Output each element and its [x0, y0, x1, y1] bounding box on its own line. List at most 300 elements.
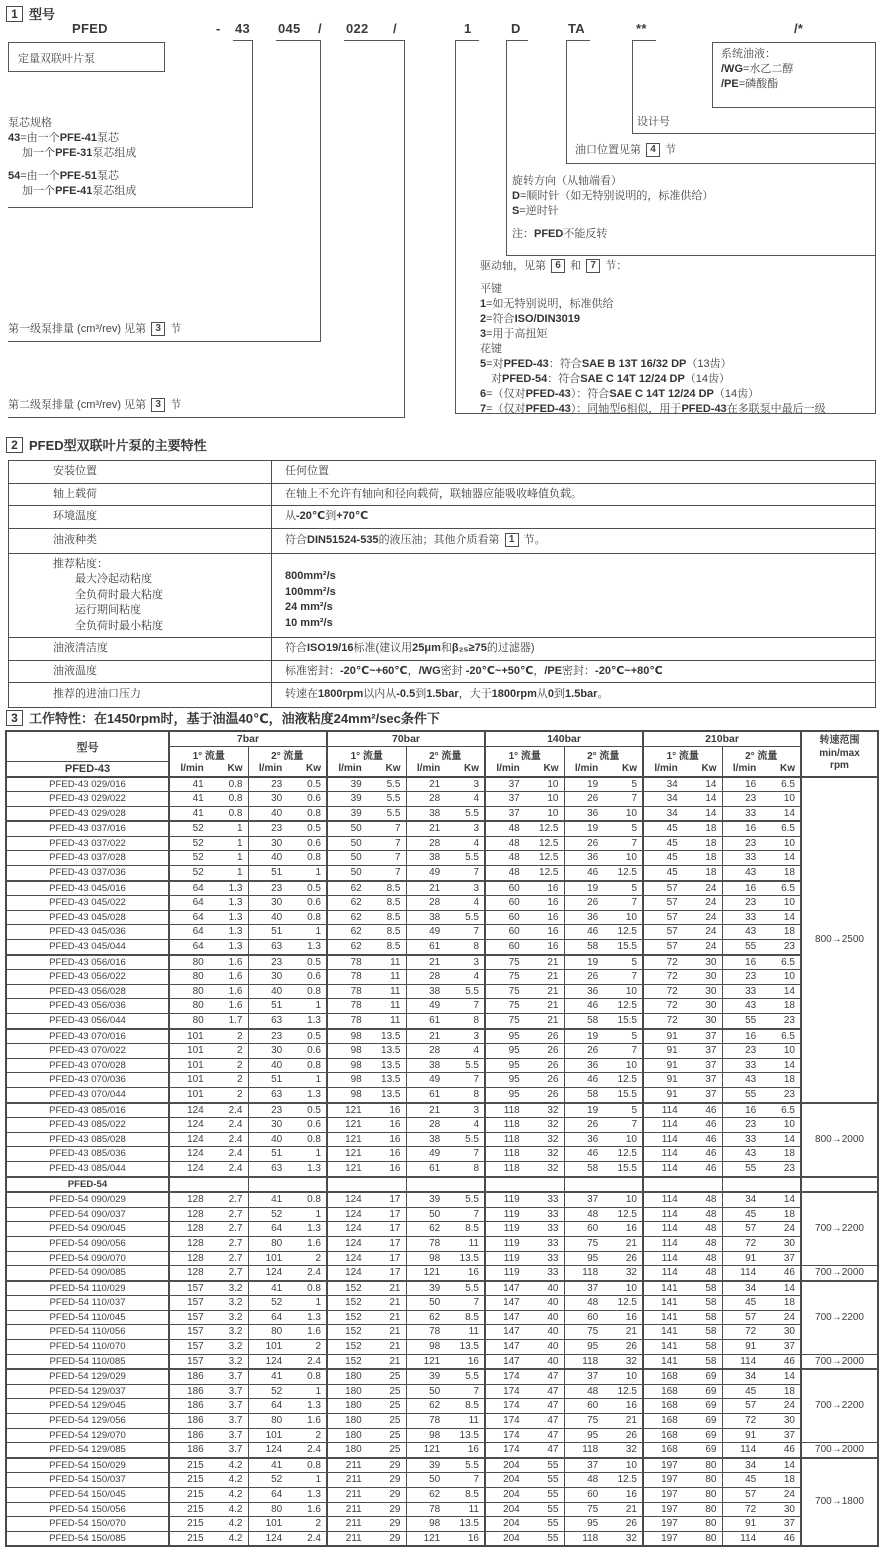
flow-power-cell [564, 866, 643, 881]
flow-power-cell [722, 1369, 801, 1384]
power-value: 1 [315, 1474, 321, 1486]
flow-power-cell [722, 984, 801, 999]
flow-value: 23 [745, 793, 757, 805]
flow-value: 91 [745, 1518, 757, 1530]
power-value: 1.7 [228, 1015, 243, 1026]
power-value: 11 [390, 956, 401, 968]
flow-value: 26 [587, 897, 599, 909]
flow-value: 152 [345, 1341, 362, 1353]
code-part-series: PFED [72, 21, 108, 36]
power-value: 18 [705, 823, 717, 835]
power-value: 17 [389, 1237, 401, 1249]
power-value: 24 [783, 1223, 795, 1235]
power-value: 5 [631, 823, 637, 835]
power-value: 37 [705, 1030, 717, 1042]
power-value: 5 [631, 956, 637, 968]
flow-value: 49 [429, 867, 441, 879]
text-line: 对PFED-54：符合SAE C 14T 12/24 DP（14齿） [480, 373, 731, 385]
flow-value: 180 [345, 1415, 362, 1427]
unit-power: Kw [780, 763, 795, 774]
section-ref-box: 3 [151, 322, 165, 336]
flow-power-cell [406, 1087, 485, 1102]
flow-power-cell [327, 1281, 406, 1296]
power-value: 7 [631, 1119, 637, 1131]
power-value: 1.3 [307, 1223, 321, 1235]
flow-power-cell [485, 1266, 564, 1281]
flow-power-cell [169, 806, 248, 821]
power-value: 0.5 [307, 1104, 321, 1116]
power-value: 17 [389, 1208, 401, 1220]
model-cell: PFED-54 129/037 [6, 1384, 169, 1399]
flow-power-cell [722, 881, 801, 896]
flow-value: 80 [271, 1237, 283, 1249]
power-value: 32 [547, 1162, 559, 1174]
flow-power-cell [722, 1058, 801, 1073]
flow-value: 64 [271, 1223, 283, 1235]
flow-value: 114 [661, 1104, 678, 1116]
flow-power-cell [327, 1192, 406, 1207]
flow-power-cell [327, 1414, 406, 1429]
flow-value: 26 [587, 1045, 599, 1057]
flow-value: 52 [192, 867, 204, 879]
flow-power-cell [406, 1443, 485, 1458]
power-value: 0.8 [307, 1371, 321, 1383]
power-value: 5 [631, 778, 637, 790]
power-value: 16 [625, 1489, 637, 1500]
flow-value: 121 [423, 1355, 441, 1367]
power-value: 13.5 [381, 1059, 401, 1071]
flow-power-cell [722, 970, 801, 985]
flow-power-cell [248, 1161, 327, 1176]
performance-data-row [6, 1058, 878, 1073]
flow-power-cell [327, 1325, 406, 1340]
power-value: 16 [547, 911, 559, 923]
power-value: 3.7 [228, 1385, 243, 1397]
flow-value: 40 [271, 807, 283, 819]
code-part-size: 43 [235, 21, 251, 36]
power-value: 0.8 [307, 1282, 321, 1294]
flow-power-cell [643, 851, 722, 866]
code-part-ports: TA [568, 21, 585, 36]
power-value: 14 [783, 1194, 795, 1206]
flow-power-cell [169, 970, 248, 985]
flow-power-cell [485, 940, 564, 955]
flow-power-cell [643, 1087, 722, 1102]
flow-value: 55 [745, 941, 757, 953]
flow-value: 80 [192, 1015, 204, 1026]
flow-value: 95 [508, 1088, 520, 1100]
flow-power-cell [406, 1207, 485, 1222]
power-value: 48 [705, 1194, 717, 1206]
flow-value: 52 [271, 1208, 283, 1220]
power-value: 33 [547, 1237, 559, 1249]
power-value: 47 [547, 1385, 559, 1397]
code-part-disp1: 045 [278, 21, 301, 36]
power-value: 2.7 [228, 1194, 243, 1206]
flow-value: 114 [661, 1208, 678, 1220]
power-value: 12.5 [617, 1148, 637, 1160]
flow-power-cell [485, 806, 564, 821]
performance-data-row [6, 1147, 878, 1162]
flow-power-cell [248, 806, 327, 821]
flow-power-cell [169, 1147, 248, 1162]
flow-value: 180 [345, 1371, 362, 1383]
flow-power-cell [327, 1147, 406, 1162]
code-part-dash: - [216, 21, 221, 36]
power-value: 37 [783, 1252, 795, 1264]
flow-value: 58 [587, 941, 599, 953]
flow-value: 45 [745, 1385, 757, 1397]
power-value: 11 [390, 1015, 401, 1026]
power-value: 14 [783, 911, 795, 923]
flow-value: 63 [271, 1162, 283, 1174]
text-line: 54=由一个PFE-51泵芯 [8, 170, 119, 182]
characteristic-row [9, 638, 876, 661]
flow-power-cell [406, 806, 485, 821]
power-value: 7 [631, 837, 637, 849]
stage2-displacement-note: 第二级泵排量 (cm³/rev) 见第 3 节 [8, 399, 182, 411]
flow-value: 72 [666, 1000, 678, 1012]
flow-power-cell [406, 1073, 485, 1088]
flow-value: 157 [187, 1326, 204, 1338]
power-value: 29 [389, 1532, 401, 1544]
flow-power-cell [169, 1399, 248, 1414]
flow-power-cell [248, 1281, 327, 1296]
flow-power-cell [327, 777, 406, 792]
flow-power-cell [564, 1310, 643, 1325]
power-value: 1 [315, 1297, 321, 1309]
flow-value: 186 [187, 1371, 204, 1383]
flow-power-cell [248, 1132, 327, 1147]
flow-value: 64 [192, 897, 204, 909]
flow-value: 80 [271, 1503, 283, 1515]
flow-value: 101 [265, 1518, 283, 1530]
power-value: 0.8 [307, 807, 321, 819]
power-value: 33 [547, 1252, 559, 1264]
performance-data-row [6, 970, 878, 985]
flow-power-cell [327, 806, 406, 821]
flow-value: 45 [745, 1474, 757, 1486]
flow-power-cell [722, 940, 801, 955]
units-header [406, 762, 485, 777]
flow-value: 75 [587, 1237, 599, 1249]
flow-value: 80 [271, 1415, 283, 1427]
flow-power-cell [327, 1266, 406, 1281]
flow-power-cell [169, 1044, 248, 1059]
model-cell: PFED-54 150/045 [6, 1488, 169, 1503]
flow-value: 60 [508, 882, 520, 894]
flow-power-cell [722, 1236, 801, 1251]
flow-value: 36 [587, 1133, 599, 1145]
power-value: 58 [705, 1355, 717, 1367]
flow-power-cell [327, 1399, 406, 1414]
flow-power-cell [564, 1222, 643, 1237]
flow-power-cell [169, 1073, 248, 1088]
power-value: 1.6 [307, 1326, 321, 1338]
flow-value: 141 [661, 1311, 678, 1323]
section-characteristics [0, 431, 880, 703]
flow-power-cell [406, 1161, 485, 1176]
power-value: 10 [547, 778, 559, 790]
flow-power-cell [485, 1502, 564, 1517]
characteristic-row [9, 483, 876, 506]
power-value: 13.5 [381, 1045, 401, 1057]
flow-power-cell [564, 1147, 643, 1162]
power-value: 80 [705, 1459, 717, 1471]
flow-value: 38 [429, 1133, 441, 1145]
flow-power-cell [327, 1132, 406, 1147]
power-value: 2 [236, 1030, 243, 1042]
flow-power-cell [722, 821, 801, 836]
flow-power-cell [564, 881, 643, 896]
characteristic-label [9, 638, 272, 661]
flow-value: 39 [350, 793, 362, 805]
flow-value: 40 [271, 1133, 283, 1145]
flow-value: 51 [271, 926, 283, 938]
model-cell: PFED-54 110/037 [6, 1296, 169, 1311]
performance-table-head [6, 731, 878, 777]
flow-power-cell [564, 1132, 643, 1147]
power-value: 1.6 [228, 1000, 243, 1012]
power-value: 48 [705, 1223, 717, 1235]
flow-power-cell [248, 1073, 327, 1088]
power-value: 14 [705, 778, 717, 790]
flow-value: 57 [666, 911, 678, 923]
text-line [8, 161, 136, 169]
flow-power-cell [327, 999, 406, 1014]
power-value: 2.4 [307, 1532, 321, 1544]
flow-value: 174 [503, 1400, 520, 1412]
flow-value: 41 [192, 807, 204, 819]
performance-data-row [6, 1296, 878, 1311]
connector-line [632, 40, 633, 133]
flow-value: 101 [187, 1045, 204, 1057]
flow-power-cell [643, 999, 722, 1014]
power-value: 69 [705, 1415, 717, 1427]
flow-value: 197 [661, 1503, 678, 1515]
flow-value: 19 [587, 1030, 599, 1042]
unit-power: Kw [464, 763, 479, 774]
flow-power-cell [722, 1087, 801, 1102]
flow-value: 147 [503, 1355, 520, 1367]
flow-value: 26 [587, 837, 599, 849]
section3-header [6, 708, 880, 727]
flow-value: 197 [661, 1532, 678, 1544]
flow-value: 45 [666, 837, 678, 849]
power-value: 13.5 [459, 1518, 479, 1530]
flow-value: 141 [661, 1326, 678, 1338]
characteristic-label [9, 528, 272, 553]
connector-line [252, 40, 253, 207]
flow-power-cell [485, 1044, 564, 1059]
power-value: 2 [236, 1059, 243, 1071]
flow-power-cell [248, 777, 327, 792]
flow-power-cell [169, 1340, 248, 1355]
flow-power-cell [722, 1428, 801, 1443]
characteristic-label [9, 506, 272, 529]
flow-value: 80 [192, 956, 204, 968]
section-ref-box: 4 [646, 143, 660, 157]
flow-power-cell [564, 1531, 643, 1546]
power-value: 30 [783, 1326, 795, 1338]
power-value: 0.6 [307, 1119, 321, 1131]
power-value: 24 [783, 1489, 795, 1500]
flow-value: 121 [345, 1148, 362, 1160]
flow-value: 30 [271, 837, 283, 849]
flow-power-cell [327, 1207, 406, 1222]
power-value: 24 [705, 941, 717, 953]
flow-power-cell [643, 1517, 722, 1532]
power-value: 1 [236, 837, 243, 849]
flow-power-cell [722, 1488, 801, 1503]
connector-line [455, 40, 456, 413]
code-part-rotation: D [511, 21, 521, 36]
model-cell: PFED-54 090/056 [6, 1236, 169, 1251]
power-value: 0.8 [307, 1059, 321, 1071]
model-cell: PFED-54 129/056 [6, 1414, 169, 1429]
characteristic-value [272, 461, 876, 484]
flow-value: 34 [745, 1194, 757, 1206]
text-line: 100mm²/s [285, 585, 336, 598]
model-cell: PFED-43 037/028 [6, 851, 169, 866]
flow-power-cell [722, 851, 801, 866]
power-value: 24 [705, 897, 717, 909]
power-value: 1.6 [228, 985, 243, 997]
flow-power-cell [248, 1251, 327, 1266]
flow-value: 95 [587, 1429, 599, 1441]
flow-value: 48 [508, 852, 520, 864]
flow-value: 157 [187, 1341, 204, 1353]
flow-power-cell [248, 1340, 327, 1355]
power-value: 32 [625, 1355, 637, 1367]
flow-value: 78 [350, 956, 362, 968]
flow-power-cell [643, 1029, 722, 1044]
flow-value: 91 [745, 1341, 757, 1353]
flow-value: 114 [661, 1223, 678, 1235]
power-value: 40 [547, 1297, 559, 1309]
flow-power-cell [169, 955, 248, 970]
flow-value: 128 [187, 1237, 204, 1249]
power-value: 37 [705, 1045, 717, 1057]
power-value: 8.5 [386, 941, 401, 953]
flow-stage-header: 2° 流量 [722, 746, 801, 762]
flow-value: 91 [666, 1030, 678, 1042]
flow-power-cell [485, 1414, 564, 1429]
power-value: 21 [547, 1015, 559, 1026]
power-value: 12.5 [539, 823, 559, 835]
power-value: 3.7 [228, 1444, 243, 1456]
flow-power-cell [406, 1517, 485, 1532]
flow-power-cell [643, 940, 722, 955]
text-line: 推荐粘度： [53, 557, 108, 570]
speed-range-cell: 700→2200 [801, 1281, 878, 1354]
units-header [722, 762, 801, 777]
flow-value: 121 [345, 1119, 362, 1131]
flow-value: 75 [587, 1415, 599, 1427]
flow-power-cell [643, 1073, 722, 1088]
flow-value: 157 [187, 1311, 204, 1323]
flow-value: 72 [666, 956, 678, 968]
power-value: 1.3 [307, 1311, 321, 1323]
flow-value: 95 [508, 1059, 520, 1071]
flow-value: 211 [345, 1459, 362, 1471]
flow-value: 34 [666, 793, 678, 805]
unit-flow: l/min [732, 763, 757, 774]
flow-power-cell [722, 1296, 801, 1311]
flow-power-cell [643, 1103, 722, 1118]
performance-table [5, 730, 879, 1547]
power-value: 7 [473, 1000, 479, 1012]
performance-data-row [6, 925, 878, 940]
flow-power-cell [327, 896, 406, 911]
power-value: 1.3 [307, 1489, 321, 1500]
flow-power-cell [564, 1325, 643, 1340]
model-cell: PFED-54 090/029 [6, 1192, 169, 1207]
power-value: 46 [783, 1267, 795, 1279]
flow-value: 114 [661, 1148, 678, 1160]
flow-power-cell [327, 940, 406, 955]
flow-value: 75 [508, 985, 520, 997]
flow-power-cell [643, 1340, 722, 1355]
power-value: 6.5 [781, 1030, 795, 1042]
power-value: 69 [705, 1400, 717, 1412]
power-value: 0.8 [307, 852, 321, 864]
flow-power-cell [169, 1251, 248, 1266]
flow-value: 39 [350, 778, 362, 790]
flow-power-cell [643, 1281, 722, 1296]
flow-value: 48 [508, 867, 520, 879]
power-value: 21 [625, 1503, 637, 1515]
flow-value: 34 [666, 778, 678, 790]
flow-power-cell [722, 955, 801, 970]
flow-power-cell [564, 806, 643, 821]
flow-power-cell [406, 881, 485, 896]
flow-value: 55 [745, 1015, 757, 1026]
flow-power-cell [643, 1192, 722, 1207]
power-value: 10 [547, 807, 559, 819]
flow-value: 91 [666, 1045, 678, 1057]
flow-value: 80 [192, 971, 204, 983]
power-value: 3.2 [228, 1355, 243, 1367]
power-value: 12.5 [617, 1208, 637, 1220]
flow-power-cell [643, 1296, 722, 1311]
flow-value: 46 [587, 1000, 599, 1012]
power-value: 18 [783, 1297, 795, 1309]
flow-power-cell [564, 1502, 643, 1517]
flow-value: 72 [745, 1237, 757, 1249]
flow-power-cell [564, 1473, 643, 1488]
connector-line [455, 40, 479, 41]
model-cell: PFED-43 085/022 [6, 1118, 169, 1133]
flow-power-cell [406, 1310, 485, 1325]
system-fluid-note [713, 43, 875, 92]
power-value: 8.5 [465, 1489, 479, 1500]
text-line: 转速在1800rpm以内从-0.5到1.5bar，大于1800rpm从0到1.5bar。 [285, 688, 609, 701]
flow-value: 211 [345, 1532, 362, 1544]
flow-value: 57 [666, 882, 678, 894]
flow-value: 30 [271, 1119, 283, 1131]
power-value: 12.5 [539, 867, 559, 879]
model-cell: PFED-43 045/044 [6, 940, 169, 955]
flow-power-cell [406, 955, 485, 970]
flow-power-cell [327, 1502, 406, 1517]
flow-power-cell [169, 1266, 248, 1281]
flow-power-cell [722, 1473, 801, 1488]
connector-line [8, 207, 253, 208]
flow-power-cell [643, 1014, 722, 1029]
flow-power-cell [485, 1058, 564, 1073]
power-value: 55 [547, 1518, 559, 1530]
